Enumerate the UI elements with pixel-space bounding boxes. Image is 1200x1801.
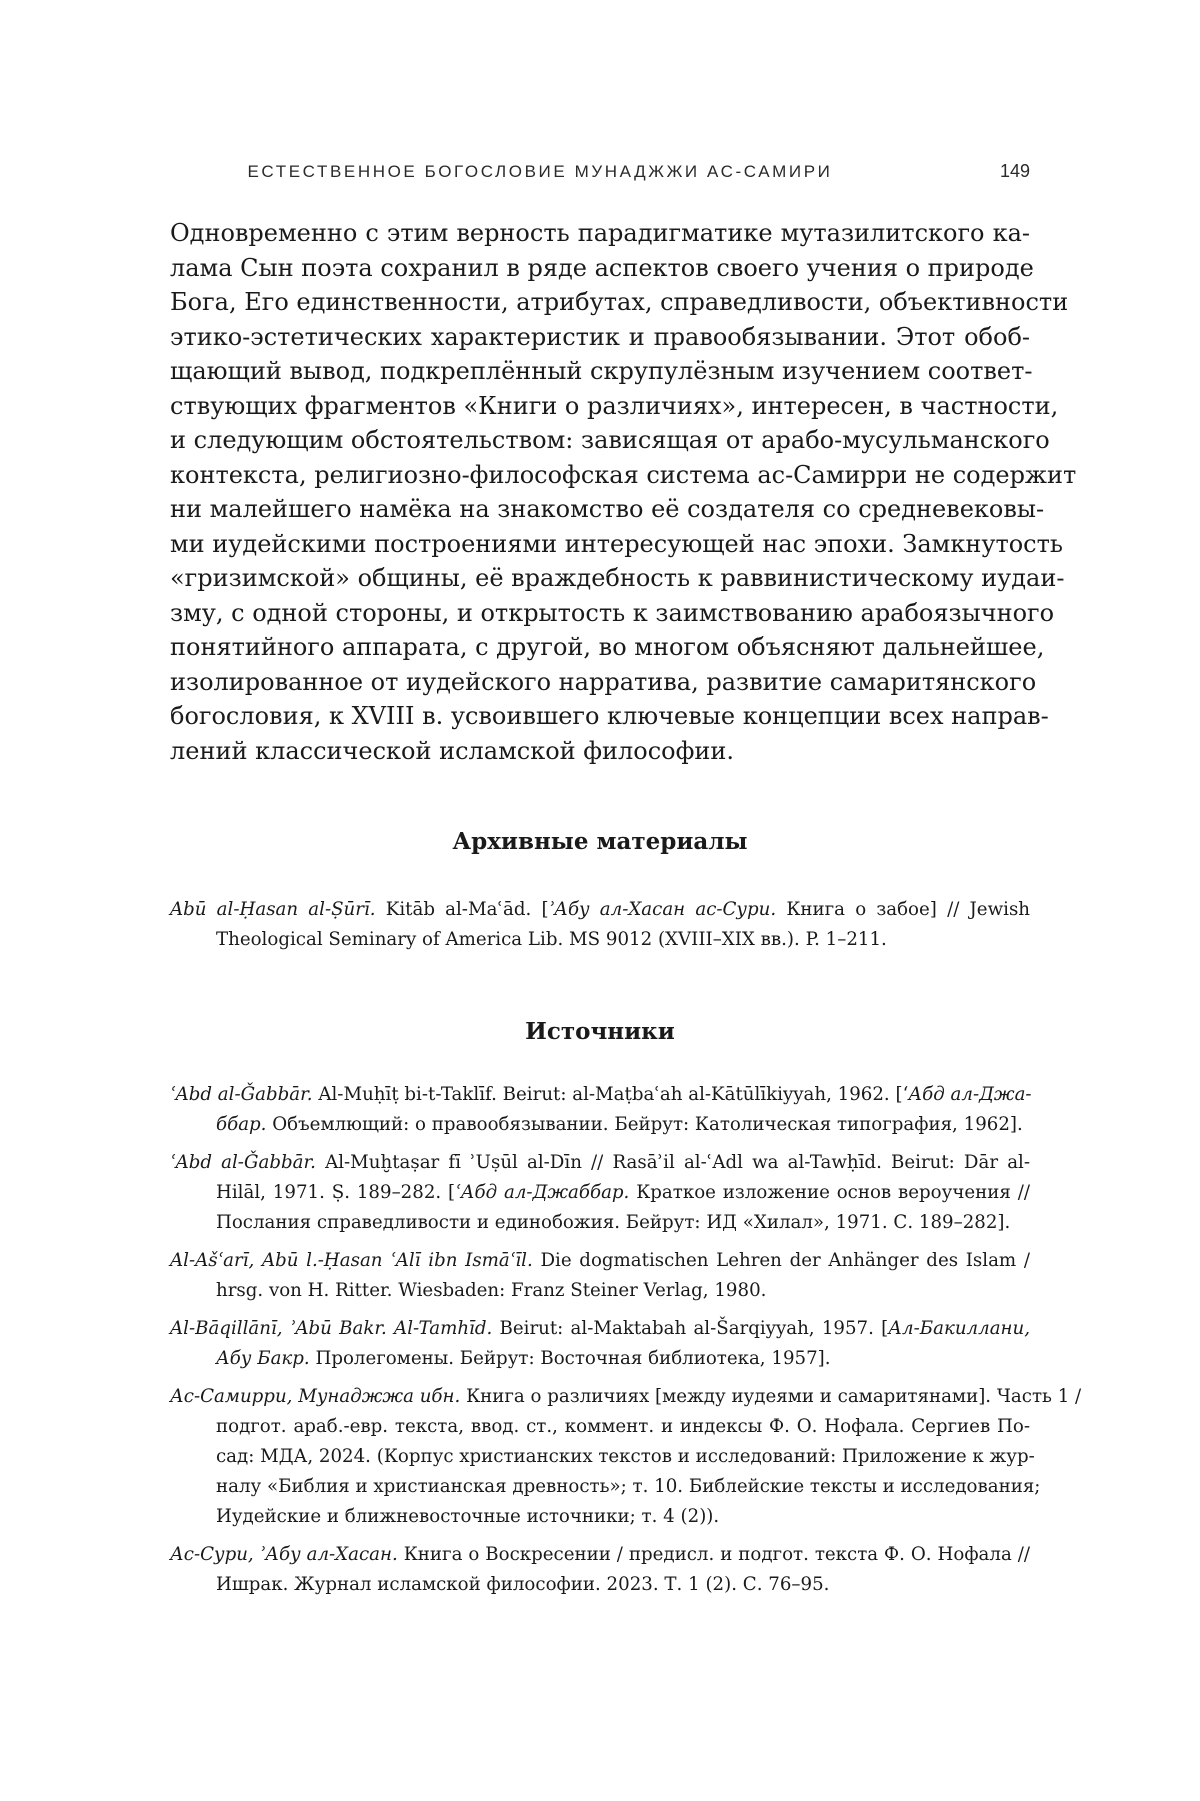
text-line: изолированное от иудейского нарратива, развитие самаритянского [170, 667, 1037, 696]
reference-entry [170, 1540, 1030, 1600]
reference-line: Abū al-Ḥasan al-Ṣūrī. Kitāb al-Maʿād. [ʾАбу ал-Хасан ас-Сури. Книга о забое] // Jewish [170, 899, 1030, 920]
text-line: лений классической исламской философии. [170, 736, 735, 765]
text-line: ствующих фрагментов «Книги о различиях», интересен, в частности, [170, 391, 1059, 420]
reference-entry [170, 1382, 1082, 1532]
page-number: 149 [999, 161, 1030, 181]
reference-line: налу «Библия и христианская древность»; т. 10. Библейские тексты и исследования; [216, 1476, 1041, 1497]
text-line: ми иудейскими построениями интересующей нас эпохи. Замкнутость [170, 529, 1063, 558]
reference-entry [170, 1314, 1030, 1374]
reference-entry [170, 1080, 1030, 1140]
text-line: богословия, к XVIII в. усвоившего ключевые концепции всех направ- [170, 702, 1049, 730]
reference-line: hrsg. von H. Ritter. Wiesbaden: Franz Steiner Verlag, 1980. [216, 1280, 767, 1301]
text-line: щающий вывод, подкреплённый скрупулёзным изучением соответ- [170, 357, 1033, 385]
reference-line: ʿAbd al-Ǧabbār. Al-Muḫtaṣar fī ʾUṣūl al-Dīn // Rasāʾil al-ʿAdl wa al-Tawḥīd. Beirut: Dār al- [170, 1152, 1030, 1173]
reference-entry [170, 895, 1030, 955]
text-line: лама Сын поэта сохранил в ряде аспектов своего учения о природе [170, 253, 1034, 282]
reference-line: Al-Bāqillānī, ʾAbū Bakr. Al-Tamhīd. Beirut: al-Maktabah al-Šarqiyyah, 1957. [Ал-Бакиллани, [170, 1318, 1031, 1339]
reference-line: Ас-Самирри, Мунаджжа ибн. Книга о различиях [между иудеями и самаритянами]. Часть 1 / [170, 1386, 1082, 1407]
text-line: этико-эстетических характеристик и правообязывании. Этот обоб- [170, 322, 1030, 351]
reference-line: Абу Бакр. Пролегомены. Бейрут: Восточная библиотека, 1957]. [216, 1348, 831, 1369]
body-paragraph [170, 216, 1077, 768]
sources-list [170, 1080, 1082, 1608]
running-head [170, 158, 1030, 186]
reference-line: сад: МДА, 2024. (Корпус христианских текстов и исследований: Приложение к жур- [216, 1446, 1035, 1467]
reference-line: Hilāl, 1971. Ṣ. 189–282. [ʿАбд ал-Джаббар. Краткое изложение основ вероучения // [216, 1182, 1030, 1203]
archive-list [170, 895, 1030, 963]
text-line: и следующим обстоятельством: зависящая от арабо-мусульманского [170, 426, 1050, 454]
text-line: ни малейшего намёка на знакомство её создателя со средневековы- [170, 495, 1045, 523]
reference-line: Al-Ašʿarī, Abū l.-Ḥasan ʿAlī ibn Ismāʿīl. Die dogmatischen Lehren der Anhänger des Islam / [170, 1250, 1030, 1271]
reference-entry [170, 1246, 1030, 1306]
archive-heading: Архивные материалы [452, 828, 748, 855]
reference-line: ббар. Объемлющий: о правообязывании. Бейрут: Католическая типография, 1962]. [216, 1114, 1023, 1135]
text-line: понятийного аппарата, с другой, во многом объясняют дальнейшее, [170, 633, 1045, 661]
sources-heading: Источники [525, 1018, 675, 1045]
running-title: ЕСТЕСТВЕННОЕ БОГОСЛОВИЕ МУНАДЖЖИ АС-САМИРИ [247, 162, 833, 181]
text-line: зму, с одной стороны, и открытость к заимствованию арабоязычного [170, 598, 1055, 627]
text-line: Одновременно с этим верность парадигматике мутазилитского ка- [170, 219, 1030, 247]
reference-line: Ас-Сури, ʾАбу ал-Хасан. Книга о Воскресении / предисл. и подгот. текста Ф. О. Нофала // [170, 1544, 1031, 1565]
text-line: «гризимской» общины, её враждебность к раввинистическому иудаи- [170, 564, 1065, 592]
reference-line: Theological Seminary of America Lib. MS 9012 (XVIII–XIX вв.). P. 1–211. [216, 929, 887, 950]
text-line: контекста, религиозно-философская система ас-Самирри не содержит [170, 460, 1077, 489]
reference-line: подгот. араб.-евр. текста, ввод. ст., коммент. и индексы Ф. О. Нофала. Сергиев По- [216, 1416, 1030, 1437]
reference-line: Послания справедливости и единобожия. Бейрут: ИД «Хилал», 1971. С. 189–282]. [216, 1212, 1011, 1233]
reference-entry [170, 1148, 1030, 1238]
reference-line: Ишрак. Журнал исламской философии. 2023. Т. 1 (2). С. 76–95. [216, 1574, 830, 1595]
text-line: Бога, Его единственности, атрибутах, справедливости, объективности [170, 288, 1069, 316]
reference-line: ʿAbd al-Ǧabbār. Al-Muḥīṭ bi-t-Taklīf. Beirut: al-Maṭbaʿah al-Kātūlīkiyyah, 1962. [‘Абд ал-Джа- [170, 1084, 1032, 1105]
reference-line: Иудейские и ближневосточные источники; т. 4 (2)). [216, 1506, 720, 1527]
